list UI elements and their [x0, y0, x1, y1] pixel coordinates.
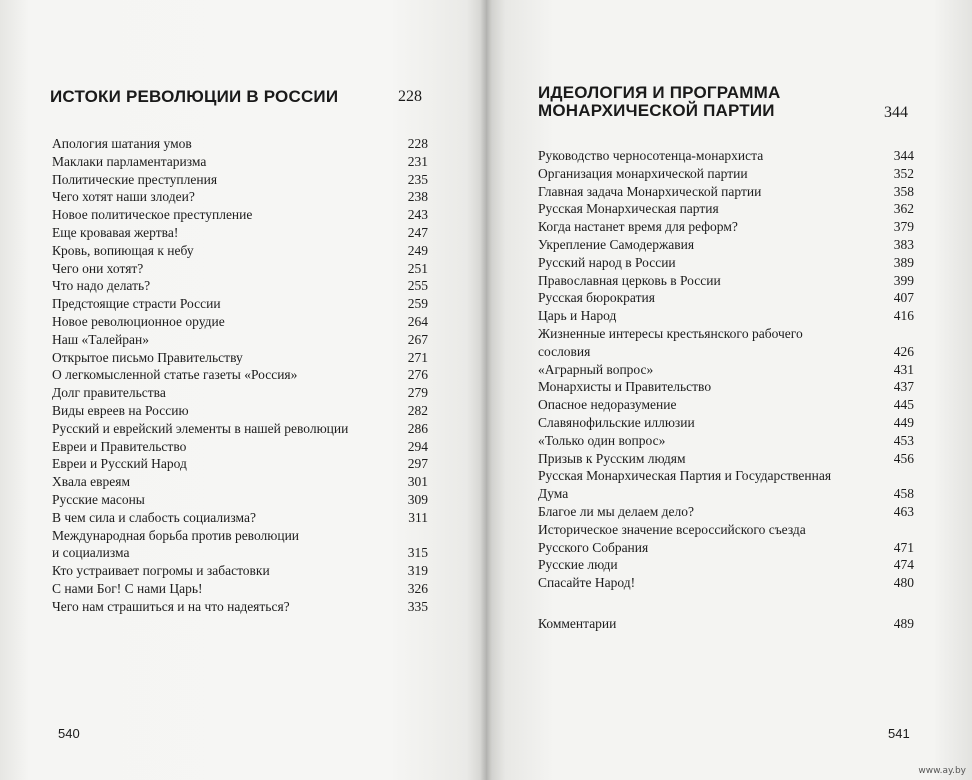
toc-entry-page: 437: [893, 379, 914, 395]
toc-entry: [538, 289, 914, 307]
toc-entry: [538, 432, 914, 450]
toc-entry-title: Евреи и Русский Народ: [52, 456, 187, 472]
toc-entry: [538, 183, 914, 201]
toc-entry: [52, 491, 428, 509]
toc-entry-title: Евреи и Правительство: [52, 438, 187, 454]
toc-entry-page: 249: [407, 242, 428, 258]
toc-entry-title: Православная церковь в России: [538, 272, 721, 288]
toc-entry-page: 456: [893, 450, 914, 466]
toc-entry-page: 297: [407, 456, 428, 472]
toc-entry-page: 271: [407, 349, 428, 365]
toc-entry-title: Чего нам страшиться и на что надеяться?: [52, 598, 290, 614]
toc-entry-title: Еще кровавая жертва!: [52, 224, 179, 240]
toc-entry-title: Открытое письмо Правительству: [52, 349, 243, 365]
toc-entry: [52, 473, 428, 491]
toc-entry: [52, 527, 428, 563]
right-folio: 541: [888, 726, 910, 741]
toc-entry: [52, 509, 428, 527]
toc-entry-page: 238: [407, 189, 428, 205]
right-section-title-line1: ИДЕОЛОГИЯ И ПРОГРАММА: [538, 83, 781, 102]
toc-entry-page: 228: [407, 136, 428, 151]
toc-entry: [538, 254, 914, 272]
toc-entry-page: 247: [407, 224, 428, 240]
left-folio: 540: [58, 726, 80, 741]
toc-entry-page: 279: [407, 385, 428, 401]
toc-entry-title-line2: Дума: [538, 486, 569, 502]
toc-entry-title: Когда настанет время для реформ?: [538, 219, 738, 235]
toc-entry: [538, 378, 914, 396]
toc-entry-title: С нами Бог! С нами Царь!: [52, 580, 203, 596]
toc-entry-title: Царь и Народ: [538, 308, 617, 324]
toc-entry: [52, 455, 428, 473]
right-page: [486, 0, 972, 780]
toc-entry-page: 251: [407, 260, 428, 276]
toc-entry: [538, 165, 914, 183]
comments-entry: [538, 615, 914, 633]
toc-entry-title-line2: и социализма: [52, 545, 130, 561]
toc-entry-title: В чем сила и слабость социализма?: [52, 509, 256, 525]
book-spine-shadow: [480, 0, 492, 780]
toc-entry-title: Кто устраивает погромы и забастовки: [52, 563, 270, 579]
left-section-page: 228: [398, 88, 422, 105]
toc-entry: [52, 438, 428, 456]
left-toc-list: [52, 135, 428, 616]
toc-entry-title: Русские люди: [538, 557, 618, 573]
toc-entry-title: Кровь, вопиющая к небу: [52, 242, 194, 258]
toc-entry-title-line1: Историческое значение всероссийского съезда: [538, 521, 806, 537]
toc-entry: [52, 277, 428, 295]
toc-entry-title: «Аграрный вопрос»: [538, 361, 654, 377]
toc-entry-title: Спасайте Народ!: [538, 575, 636, 591]
toc-entry-title: Руководство черносотенца-монархиста: [538, 148, 764, 163]
toc-entry-title: Призыв к Русским людям: [538, 450, 686, 466]
toc-entry-title-line1: Русская Монархическая Партия и Государственная: [538, 468, 832, 484]
right-section-title-line2: МОНАРХИЧЕСКОЙ ПАРТИИ: [538, 101, 775, 120]
toc-entry-title: Новое политическое преступление: [52, 207, 253, 223]
toc-entry-title: Русский народ в России: [538, 254, 676, 270]
toc-entry-page: 463: [893, 503, 914, 519]
toc-entry-page: 319: [407, 563, 428, 579]
toc-entry-page: 458: [893, 486, 914, 502]
toc-entry: [538, 325, 914, 361]
toc-entry-title: Виды евреев на Россию: [52, 402, 189, 418]
toc-entry-page: 407: [893, 290, 914, 306]
toc-entry-title: Политические преступления: [52, 171, 218, 187]
toc-entry: [538, 503, 914, 521]
toc-entry: [52, 135, 428, 153]
toc-entry-page: 259: [407, 296, 428, 312]
toc-entry-page: 389: [893, 254, 914, 270]
toc-entry-page: 352: [893, 165, 914, 181]
toc-entry-title: Чего хотят наши злодеи?: [52, 189, 195, 205]
toc-entry: [538, 147, 914, 165]
toc-entry-title: [538, 521, 886, 557]
toc-entry-page: 335: [407, 598, 428, 614]
toc-entry: [538, 467, 914, 503]
toc-entry: [52, 171, 428, 189]
toc-entry-page: 231: [407, 153, 428, 169]
toc-entry-title: Организация монархической партии: [538, 165, 748, 181]
toc-entry-title-line1: Международная борьба против революции: [52, 527, 300, 543]
watermark: www.ay.by: [918, 766, 966, 776]
toc-entry-page: 445: [893, 397, 914, 413]
toc-entry-page: 326: [407, 580, 428, 596]
toc-entry: [52, 313, 428, 331]
toc-entry-title: Опасное недоразумение: [538, 397, 677, 413]
toc-entry: [52, 384, 428, 402]
toc-entry-title: Предстоящие страсти России: [52, 296, 221, 312]
toc-entry-page: 286: [407, 420, 428, 436]
toc-entry-title-line2: сословия: [538, 343, 591, 359]
toc-entry-title: [538, 467, 886, 503]
toc-entry-title: О легкомысленной статье газеты «Россия»: [52, 367, 298, 383]
toc-entry-page: 480: [893, 575, 914, 591]
toc-entry: [538, 450, 914, 468]
toc-entry: [52, 366, 428, 384]
toc-entry: [538, 307, 914, 325]
toc-entry: [52, 598, 428, 616]
toc-entry: [52, 188, 428, 206]
toc-entry: [538, 414, 914, 432]
toc-entry-page: 383: [893, 236, 914, 252]
toc-entry-page: 449: [893, 414, 914, 430]
toc-entry-title-line2: Русского Собрания: [538, 539, 649, 555]
toc-entry: [538, 272, 914, 290]
toc-entry: [538, 574, 914, 592]
toc-entry: [52, 242, 428, 260]
toc-entry: [538, 218, 914, 236]
toc-entry-title: Маклаки парламентаризма: [52, 153, 207, 169]
toc-entry: [52, 206, 428, 224]
toc-entry-title: Хвала евреям: [52, 474, 131, 490]
toc-entry: [52, 331, 428, 349]
toc-entry-page: 358: [893, 183, 914, 199]
comments-page: 489: [893, 616, 914, 631]
toc-entry: [538, 521, 914, 557]
toc-entry: [52, 562, 428, 580]
toc-entry: [538, 200, 914, 218]
toc-entry-page: 399: [893, 272, 914, 288]
toc-entry-title: Наш «Талейран»: [52, 331, 149, 347]
toc-entry-title: Что надо делать?: [52, 278, 151, 294]
toc-entry: [538, 361, 914, 379]
toc-entry-title: Благое ли мы делаем дело?: [538, 503, 694, 519]
left-section-title: ИСТОКИ РЕВОЛЮЦИИ В РОССИИ: [50, 87, 339, 106]
right-toc-list: [538, 147, 914, 592]
toc-entry-title: Русский и еврейский элементы в нашей революции: [52, 420, 349, 436]
toc-entry-page: 311: [408, 509, 428, 525]
right-section-page: 344: [884, 104, 908, 121]
toc-entry-title: Главная задача Монархической партии: [538, 183, 762, 199]
toc-entry-title: Чего они хотят?: [52, 260, 144, 276]
toc-entry-page: 243: [407, 207, 428, 223]
toc-entry-page: 235: [407, 171, 428, 187]
toc-entry-page: 264: [407, 313, 428, 329]
toc-entry-page: 471: [893, 539, 914, 555]
toc-entry-page: 276: [407, 367, 428, 383]
toc-entry-page: 255: [407, 278, 428, 294]
toc-entry-title: Русская бюрократия: [538, 290, 655, 306]
toc-entry-page: 431: [893, 361, 914, 377]
toc-entry-page: 282: [407, 402, 428, 418]
toc-entry: [52, 295, 428, 313]
toc-entry-title: «Только один вопрос»: [538, 432, 666, 448]
toc-entry: [52, 580, 428, 598]
toc-entry-page: 309: [407, 491, 428, 507]
toc-entry: [538, 396, 914, 414]
toc-entry-title: [538, 325, 886, 361]
toc-entry: [52, 420, 428, 438]
toc-entry-title: Долг правительства: [52, 385, 166, 401]
toc-entry: [52, 349, 428, 367]
toc-entry: [52, 402, 428, 420]
toc-entry-title: Русская Монархическая партия: [538, 201, 719, 217]
toc-entry-page: 416: [893, 308, 914, 324]
toc-entry: [538, 556, 914, 574]
toc-entry-title: Новое революционное орудие: [52, 313, 225, 329]
comments-title: Комментарии: [538, 616, 617, 631]
toc-entry: [52, 224, 428, 242]
toc-entry-page: 379: [893, 219, 914, 235]
toc-entry-page: 453: [893, 432, 914, 448]
toc-entry-page: 315: [407, 545, 428, 561]
toc-entry-title: [52, 527, 400, 563]
toc-entry-title: Монархисты и Правительство: [538, 379, 712, 395]
toc-entry-title: Укрепление Самодержавия: [538, 236, 695, 252]
toc-entry-title-line1: Жизненные интересы крестьянскогo рабочего: [538, 325, 803, 341]
toc-entry: [52, 260, 428, 278]
toc-entry-title: Русские масоны: [52, 491, 145, 507]
toc-entry-title: Апология шатания умов: [52, 136, 192, 151]
toc-entry-page: 362: [893, 201, 914, 217]
toc-entry-page: 267: [407, 331, 428, 347]
toc-entry-title: Славянофильские иллюзии: [538, 414, 695, 430]
toc-entry-page: 426: [893, 343, 914, 359]
toc-entry-page: 294: [407, 438, 428, 454]
toc-entry-page: 474: [893, 557, 914, 573]
toc-entry: [538, 236, 914, 254]
toc-entry-page: 344: [893, 148, 914, 163]
toc-entry: [52, 153, 428, 171]
toc-entry-page: 301: [407, 474, 428, 490]
